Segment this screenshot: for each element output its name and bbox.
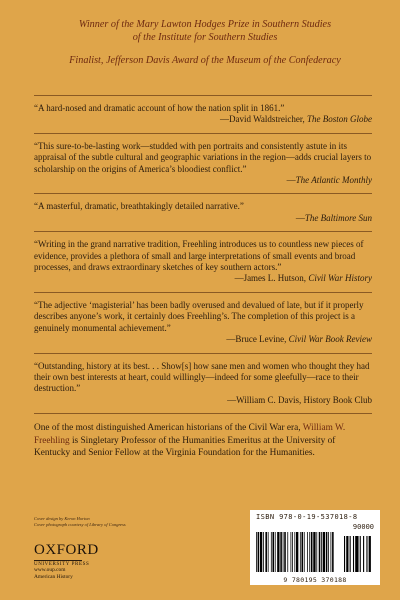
quote-attribution [34, 395, 372, 406]
review-quote [34, 232, 372, 292]
logo-rule [34, 560, 82, 561]
finalist-award: Finalist, Jefferson Davis Award of the Museum of the Confederacy [69, 55, 341, 66]
quote-text: “The adjective ‘magisterial’ has been badly overused and devalued of late, but if it properly describes anyone’s work, it certainly does Freehling’s. The completion of this project is a genuinely monumental achievement.” [34, 299, 364, 333]
attribution-source: Civil War Book Review [288, 334, 372, 345]
book-category: American History [34, 573, 73, 580]
quote-attribution [34, 273, 372, 284]
attribution-name: — [286, 175, 296, 186]
review-quote [34, 194, 372, 231]
quote-text: “A masterful, dramatic, breathtakingly detailed narrative.” [34, 201, 244, 212]
awards-block [30, 18, 380, 67]
review-quote [34, 354, 372, 414]
attribution-name: —David Waldstreicher, [220, 114, 307, 125]
isbn-label: ISBN 978-0-19-537018-8 [256, 513, 358, 521]
quote-attribution [34, 213, 372, 224]
cover-design-credit: Cover design by Keron Horton [34, 516, 90, 521]
attribution-name: —James L. Hutson, [234, 273, 309, 284]
publisher-logo [34, 542, 99, 580]
price-code: 90000 [352, 523, 374, 531]
quote-attribution [34, 175, 372, 186]
winner-award-line2: of the Institute for Southern Studies [132, 32, 278, 43]
author-name: William W. Freehling [34, 423, 346, 446]
attribution-source: The Atlantic Monthly [295, 175, 372, 186]
author-bio [34, 414, 372, 459]
cover-photo-credit: Cover photograph courtesy of Library of Congress [34, 522, 126, 527]
barcode-icon [256, 532, 374, 576]
publisher-url: www.oup.com [34, 567, 66, 573]
bio-intro: One of the most distinguished American historians of the Civil War era, [34, 423, 301, 434]
quote-text: “Outstanding, history at its best. . . Show[s] how sane men and women who thought they had their own best interests at heart, could willingly—indeed for some gleefully—race to their destruction.” [34, 360, 370, 394]
bio-rest: is Singletary Professor of the Humanities Emeritus at the University of Kentucky and Senior Fellow at the Virginia Foundation for the Humanities. [34, 435, 336, 458]
quote-attribution [34, 114, 372, 125]
publisher-sub: UNIVERSITY PRESS [34, 562, 90, 567]
publisher-name: OXFORD [34, 542, 99, 558]
attribution-source: The Boston Globe [307, 114, 372, 125]
attribution-source: The Baltimore Sun [304, 212, 372, 223]
attribution-name: —William C. Davis, History Book Club [227, 394, 372, 405]
review-quotes [34, 95, 372, 459]
quote-text: “Writing in the grand narrative tradition, Freehling introduces us to countless new pieces of evidence, provides a plethora of small and large interpretations of small events and broad processes, and draws extraordinary sketches of key southern actors.” [34, 239, 364, 273]
review-quote [34, 96, 372, 133]
review-quote [34, 134, 372, 194]
quote-text: “This sure-to-be-lasting work—studded with pen portraits and consistently astute in its appraisal of the subtle cultural and geographic variations in the region—adds crucial layers to scholarship on the origins of America’s bloodiest conflict.” [34, 140, 372, 174]
cover-credits [34, 516, 126, 528]
quote-attribution [34, 334, 372, 345]
barcode-number: 9 780195 370188 [283, 576, 347, 584]
attribution-name: — [295, 212, 305, 223]
review-quote [34, 293, 372, 353]
attribution-source: Civil War History [308, 273, 372, 284]
attribution-name: —Bruce Levine, [226, 334, 289, 345]
barcode-panel [250, 510, 380, 585]
quote-text: “A hard-nosed and dramatic account of how the nation split in 1861.” [34, 103, 285, 113]
winner-award-line1: Winner of the Mary Lawton Hodges Prize in Southern Studies [78, 19, 332, 30]
